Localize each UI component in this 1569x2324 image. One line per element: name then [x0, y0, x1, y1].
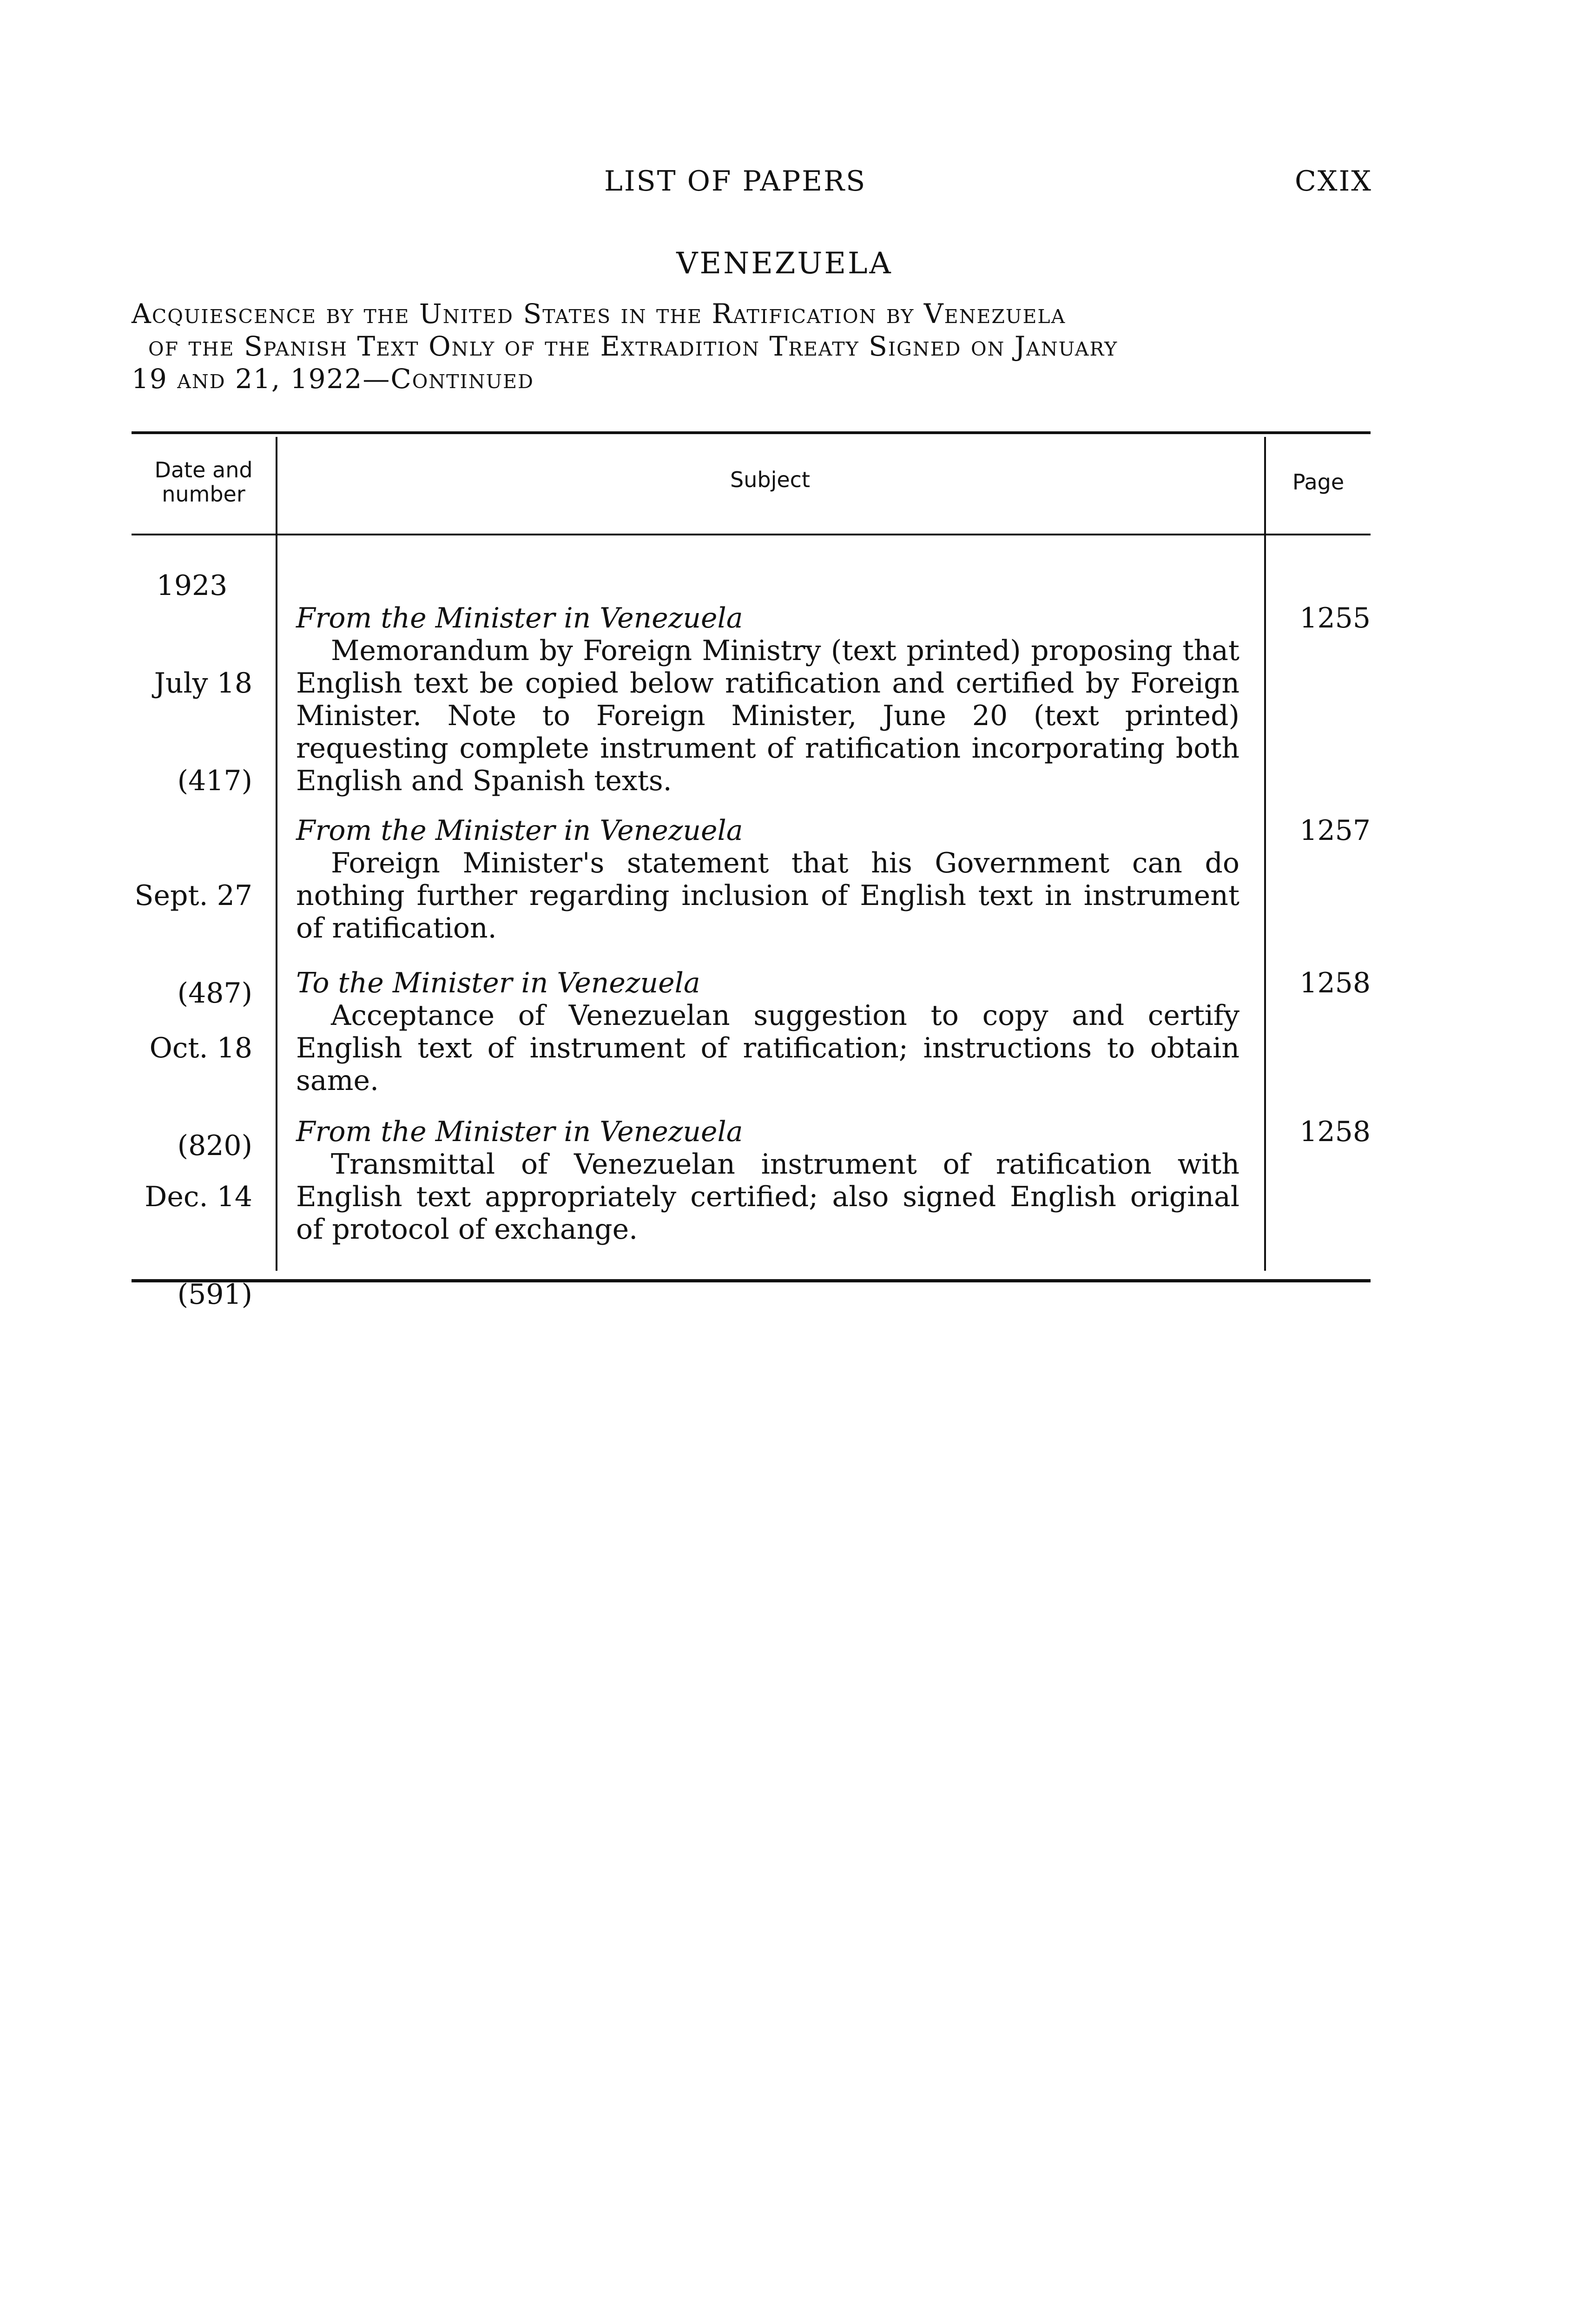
entry-correspondent: From the Minister in Venezuela: [296, 814, 743, 847]
entry-correspondent: From the Minister in Venezuela: [296, 1116, 743, 1148]
table-bottom-rule: [132, 1279, 1371, 1282]
table-row-subject: [296, 1116, 1239, 1246]
section-heading-line-2: of the Spanish Text Only of the Extradition Treaty Signed on January: [148, 330, 1118, 362]
running-head: [0, 165, 1569, 202]
entry-date: Dec. 14: [145, 1181, 252, 1213]
column-header-subject: Subject: [730, 467, 810, 492]
entry-number: (417): [177, 765, 252, 797]
column-divider-date: [276, 437, 277, 1271]
entry-page: 1258: [1299, 1116, 1371, 1148]
table-header-rule: [132, 534, 1371, 535]
entry-date: July 18: [154, 667, 252, 700]
table-row-subject: [296, 967, 1239, 1097]
entry-page: 1255: [1299, 602, 1371, 634]
section-heading: [132, 297, 1368, 395]
table-row-subject: [296, 602, 1239, 797]
column-divider-page: [1264, 437, 1266, 1271]
entry-date: Oct. 18: [149, 1032, 252, 1064]
country-title: VENEZUELA: [676, 246, 893, 281]
entry-page: 1258: [1299, 967, 1371, 999]
section-heading-line-3: 19 and 21, 1922—Continued: [132, 363, 534, 395]
entry-number: (487): [177, 977, 252, 1010]
entry-summary: Transmittal of Venezuelan instrument of ratification with English text appropriately certified; also signed English original of protocol of exchange.: [296, 1148, 1239, 1246]
table-top-rule: [132, 431, 1371, 434]
table-row-subject: [296, 814, 1239, 944]
entry-summary: Acceptance of Venezuelan suggestion to copy and certify English text of instrument of ratification; instructions to obtain same.: [296, 999, 1239, 1097]
table-row-date: [132, 602, 252, 830]
table-row-date: [132, 1116, 252, 1343]
page-number: CXIX: [1294, 165, 1372, 198]
entry-number: (591): [177, 1278, 252, 1311]
column-header-date: Date and number: [154, 457, 253, 507]
entry-correspondent: To the Minister in Venezuela: [296, 967, 700, 999]
running-head-title: LIST OF PAPERS: [604, 165, 867, 198]
year-label: 1923: [156, 569, 228, 602]
entry-summary: Foreign Minister's statement that his Government can do nothing further regarding inclusion of English text in instrument of ratification.: [296, 847, 1239, 944]
entry-date: Sept. 27: [134, 879, 252, 912]
entry-page: 1257: [1299, 814, 1371, 847]
section-heading-line-1: Acquiescence by the United States in the Ratification by Venezuela: [132, 298, 1066, 330]
entry-number: (820): [177, 1129, 252, 1162]
entry-correspondent: From the Minister in Venezuela: [296, 602, 743, 634]
entry-summary: Memorandum by Foreign Ministry (text printed) proposing that English text be copied below ratification and certified by Foreign Minister. Note to Foreign Minister, June 20 (text printed) requesting complete instrument of ratification incorporating both English and Spanish texts.: [296, 634, 1239, 797]
column-header-page: Page: [1292, 469, 1345, 495]
